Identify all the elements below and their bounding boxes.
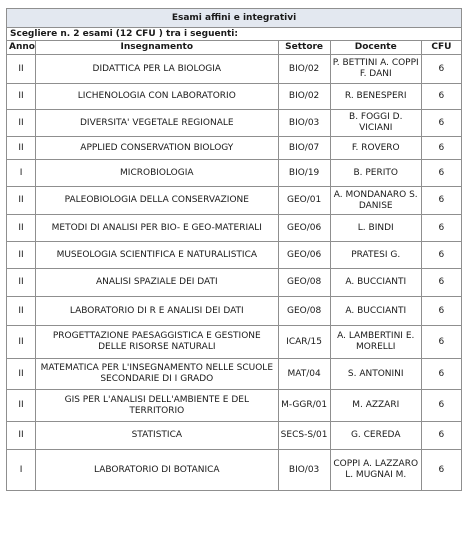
cell-insegnamento: ANALISI SPAZIALE DEI DATI <box>36 269 279 297</box>
cell-anno: II <box>7 242 36 269</box>
table-row <box>7 422 462 450</box>
cell-cfu: 6 <box>421 422 461 450</box>
cell-docente: COPPI A. LAZZARO L. MUGNAI M. <box>330 450 421 491</box>
table-row <box>7 160 462 187</box>
cell-cfu: 6 <box>421 242 461 269</box>
table-row <box>7 359 462 390</box>
cell-docente: L. BINDI <box>330 215 421 242</box>
cell-cfu: 6 <box>421 160 461 187</box>
table-row <box>7 187 462 215</box>
cell-cfu: 6 <box>421 450 461 491</box>
cell-anno: II <box>7 359 36 390</box>
cell-insegnamento: APPLIED CONSERVATION BIOLOGY <box>36 137 279 160</box>
cell-docente: B. PERITO <box>330 160 421 187</box>
table-row <box>7 297 462 326</box>
cell-settore: GEO/06 <box>278 242 330 269</box>
cell-settore: MAT/04 <box>278 359 330 390</box>
cell-cfu: 6 <box>421 215 461 242</box>
cell-anno: II <box>7 187 36 215</box>
table-title-row <box>7 9 462 28</box>
cell-cfu: 6 <box>421 359 461 390</box>
table-row <box>7 55 462 84</box>
exams-table <box>6 8 462 491</box>
cell-anno: II <box>7 84 36 110</box>
header-cfu: CFU <box>421 41 461 55</box>
cell-insegnamento: MATEMATICA PER L'INSEGNAMENTO NELLE SCUOLE SECONDARIE DI I GRADO <box>36 359 279 390</box>
cell-insegnamento: DIVERSITA' VEGETALE REGIONALE <box>36 110 279 137</box>
cell-anno: II <box>7 137 36 160</box>
cell-docente: A. MONDANARO S. DANISE <box>330 187 421 215</box>
cell-insegnamento: LICHENOLOGIA CON LABORATORIO <box>36 84 279 110</box>
cell-cfu: 6 <box>421 390 461 422</box>
cell-settore: BIO/03 <box>278 110 330 137</box>
header-settore: Settore <box>278 41 330 55</box>
cell-docente: S. ANTONINI <box>330 359 421 390</box>
cell-anno: II <box>7 269 36 297</box>
cell-cfu: 6 <box>421 187 461 215</box>
instruction-row <box>7 28 462 41</box>
cell-docente: P. BETTINI A. COPPI F. DANI <box>330 55 421 84</box>
cell-anno: II <box>7 110 36 137</box>
cell-anno: II <box>7 422 36 450</box>
cell-anno: II <box>7 326 36 359</box>
header-docente: Docente <box>330 41 421 55</box>
cell-anno: I <box>7 450 36 491</box>
cell-insegnamento: MICROBIOLOGIA <box>36 160 279 187</box>
cell-settore: BIO/07 <box>278 137 330 160</box>
table-row <box>7 390 462 422</box>
cell-settore: BIO/19 <box>278 160 330 187</box>
cell-settore: BIO/02 <box>278 55 330 84</box>
cell-cfu: 6 <box>421 297 461 326</box>
cell-anno: I <box>7 160 36 187</box>
cell-cfu: 6 <box>421 110 461 137</box>
table-row <box>7 110 462 137</box>
cell-cfu: 6 <box>421 55 461 84</box>
table-row <box>7 242 462 269</box>
cell-docente: A. BUCCIANTI <box>330 297 421 326</box>
cell-insegnamento: METODI DI ANALISI PER BIO- E GEO-MATERIALI <box>36 215 279 242</box>
header-anno: Anno <box>7 41 36 55</box>
table-row <box>7 326 462 359</box>
cell-settore: GEO/01 <box>278 187 330 215</box>
header-insegnamento: Insegnamento <box>36 41 279 55</box>
cell-settore: BIO/03 <box>278 450 330 491</box>
cell-docente: M. AZZARI <box>330 390 421 422</box>
cell-insegnamento: STATISTICA <box>36 422 279 450</box>
cell-cfu: 6 <box>421 269 461 297</box>
cell-insegnamento: LABORATORIO DI R E ANALISI DEI DATI <box>36 297 279 326</box>
cell-settore: M-GGR/01 <box>278 390 330 422</box>
cell-docente: A. LAMBERTINI E. MORELLI <box>330 326 421 359</box>
cell-insegnamento: PALEOBIOLOGIA DELLA CONSERVAZIONE <box>36 187 279 215</box>
table-row <box>7 137 462 160</box>
cell-insegnamento: PROGETTAZIONE PAESAGGISTICA E GESTIONE DELLE RISORSE NATURALI <box>36 326 279 359</box>
cell-settore: BIO/02 <box>278 84 330 110</box>
cell-cfu: 6 <box>421 326 461 359</box>
cell-docente: F. ROVERO <box>330 137 421 160</box>
cell-anno: II <box>7 215 36 242</box>
cell-insegnamento: GIS PER L'ANALISI DELL'AMBIENTE E DEL TERRITORIO <box>36 390 279 422</box>
cell-anno: II <box>7 297 36 326</box>
cell-settore: ICAR/15 <box>278 326 330 359</box>
cell-cfu: 6 <box>421 84 461 110</box>
cell-anno: II <box>7 55 36 84</box>
cell-cfu: 6 <box>421 137 461 160</box>
cell-docente: PRATESI G. <box>330 242 421 269</box>
cell-docente: R. BENESPERI <box>330 84 421 110</box>
table-row <box>7 450 462 491</box>
cell-docente: B. FOGGI D. VICIANI <box>330 110 421 137</box>
cell-insegnamento: DIDATTICA PER LA BIOLOGIA <box>36 55 279 84</box>
instruction-text: Scegliere n. 2 esami (12 CFU ) tra i seguenti: <box>7 28 462 41</box>
header-row <box>7 41 462 55</box>
table-row <box>7 269 462 297</box>
cell-settore: GEO/08 <box>278 269 330 297</box>
table-title: Esami affini e integrativi <box>7 9 462 28</box>
cell-settore: SECS-S/01 <box>278 422 330 450</box>
table-row <box>7 84 462 110</box>
cell-settore: GEO/06 <box>278 215 330 242</box>
table-row <box>7 215 462 242</box>
cell-insegnamento: MUSEOLOGIA SCIENTIFICA E NATURALISTICA <box>36 242 279 269</box>
cell-insegnamento: LABORATORIO DI BOTANICA <box>36 450 279 491</box>
cell-docente: A. BUCCIANTI <box>330 269 421 297</box>
cell-docente: G. CEREDA <box>330 422 421 450</box>
cell-settore: GEO/08 <box>278 297 330 326</box>
cell-anno: II <box>7 390 36 422</box>
